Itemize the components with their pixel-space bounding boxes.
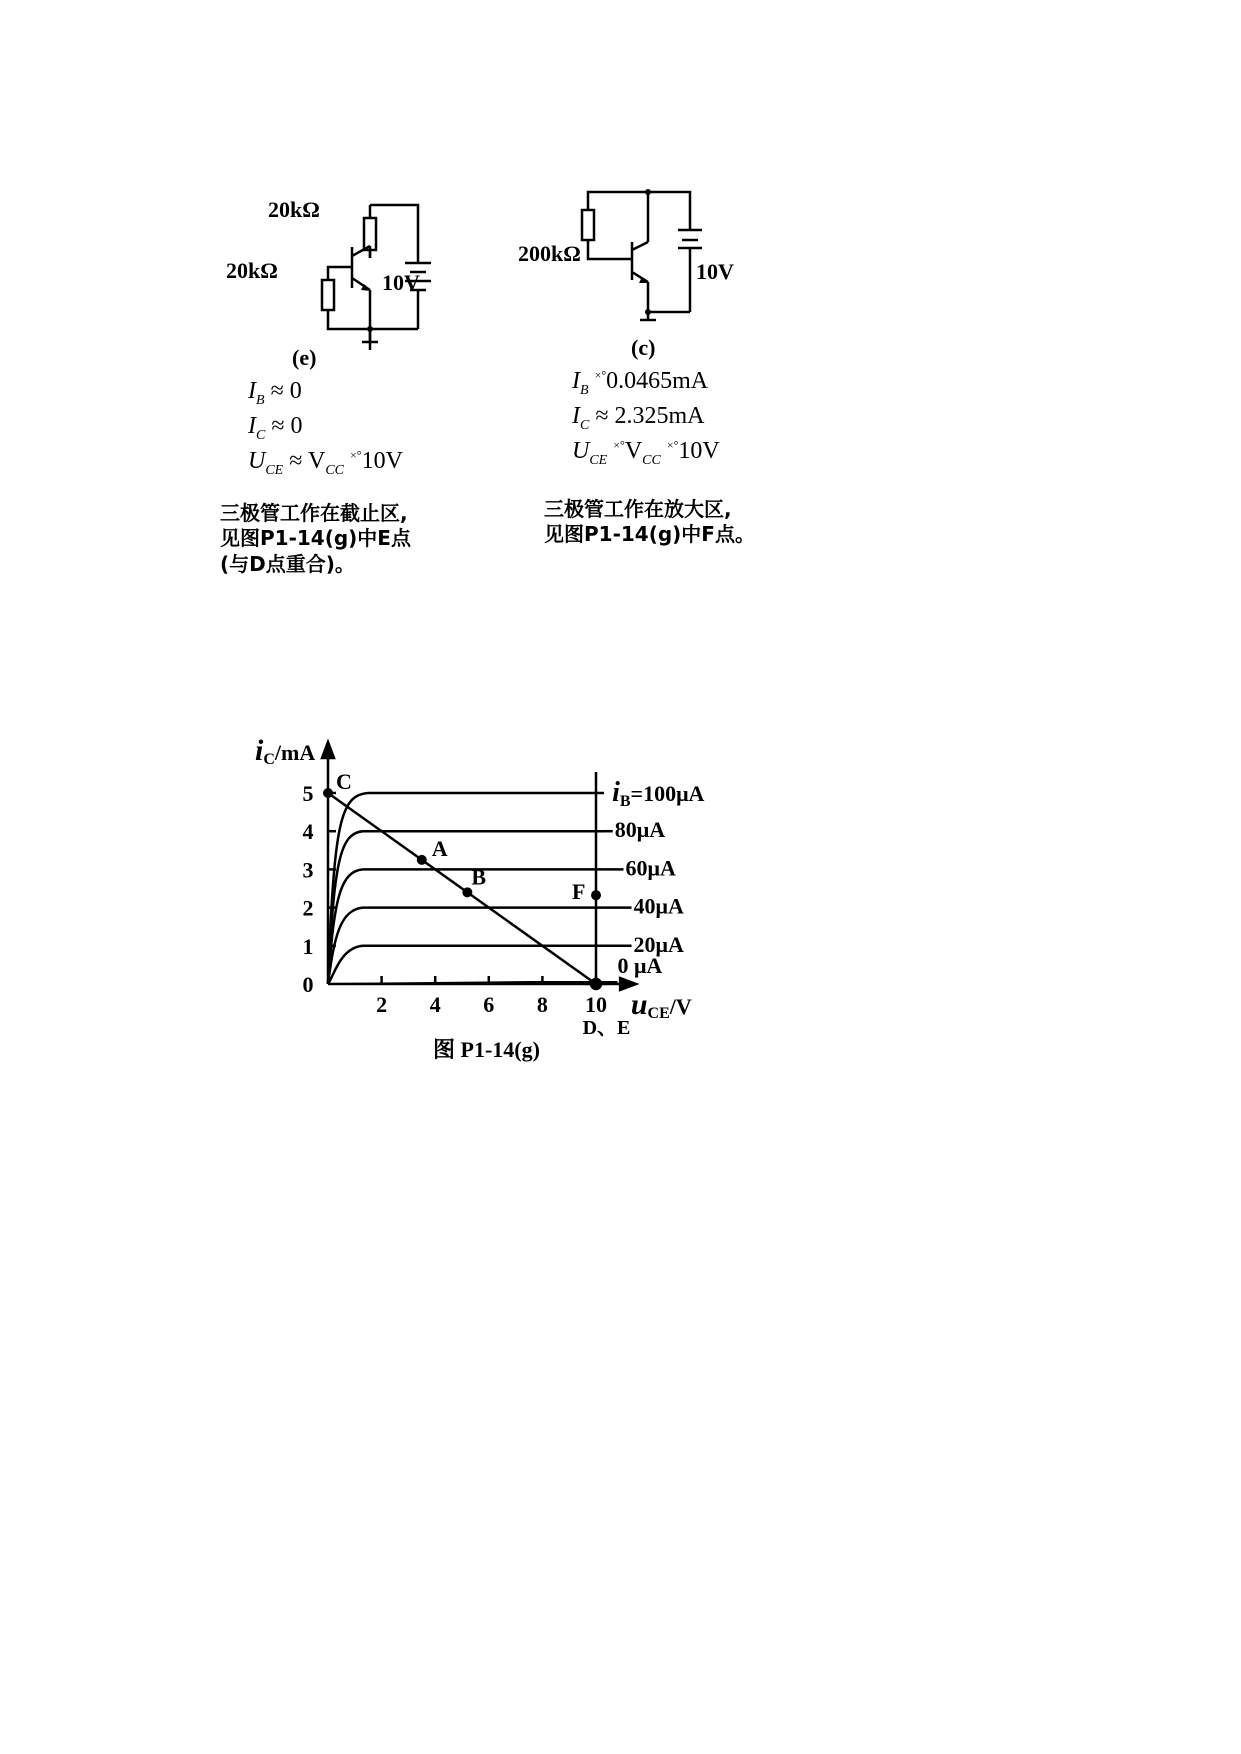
curve-label: 0 μA xyxy=(617,952,663,978)
circuit-c-caption: (c) xyxy=(631,335,656,360)
load-line xyxy=(328,793,596,984)
circuit-e-eq-uce: $U_{CE} \approx V_{CC}$ ×°10V xyxy=(248,448,403,478)
curve-label: 60μA xyxy=(625,855,676,881)
x-axis-label: uCE/V xyxy=(630,988,692,1022)
point-label-b: B xyxy=(471,864,487,890)
y-tick-label: 3 xyxy=(302,857,314,883)
curve-label: 40μA xyxy=(633,893,684,919)
graph-caption: 图 P1-14(g) xyxy=(433,1037,540,1062)
point-d-e xyxy=(591,979,601,989)
circuit-c-note-line1: 三极管工作在放大区, xyxy=(544,497,732,521)
y-axis-label: iC/mA xyxy=(255,734,316,768)
x-tick-label: 4 xyxy=(429,992,441,1017)
point-c xyxy=(323,788,333,798)
curve-60μA xyxy=(328,869,604,984)
circuit-c-r-left-label: 200kΩ xyxy=(518,241,581,266)
output-characteristics-graph xyxy=(230,730,750,1070)
circuit-e-note-line3: (与D点重合)。 xyxy=(220,552,355,576)
x-tick-label: 2 xyxy=(376,992,388,1017)
circuit-e-battery-label: 10V xyxy=(382,270,420,295)
circuit-e-note-line1: 三极管工作在截止区, xyxy=(220,501,408,525)
y-tick-label: 5 xyxy=(302,781,314,806)
x-tick-label: 10 xyxy=(585,992,607,1017)
circuit-c-eq-uce: $U_{CE}$ $^{\times^\circ}V_{CC}$ ×°10V xyxy=(572,438,720,468)
circuit-c-eq-ib: $I_B$ ×°0.0465mA xyxy=(572,368,709,398)
circuit-e-r-top-label: 20kΩ xyxy=(268,197,320,222)
circuit-e-eq-ib: $I_B \approx 0$ xyxy=(248,378,302,408)
point-label-d-e: D、E xyxy=(582,1017,631,1039)
circuit-e-caption: (e) xyxy=(292,345,317,370)
y-tick-label: 4 xyxy=(302,819,314,845)
y-tick-label: 0 xyxy=(302,972,314,997)
point-a xyxy=(417,855,427,865)
circuit-e-eq-ic: $I_C \approx 0$ xyxy=(248,413,303,443)
point-label-c: C xyxy=(336,769,352,794)
y-tick-label: 2 xyxy=(302,895,314,921)
circuit-c-eq-ic: $I_C \approx 2.325mA$ xyxy=(572,403,705,433)
circuit-c-battery-label: 10V xyxy=(696,259,734,284)
circuit-e-note-line2: 见图P1-14(g)中E点 xyxy=(220,526,411,550)
curve-label-ib-100: $i_B=100\mu A$ xyxy=(612,777,705,810)
y-axis-arrow-icon xyxy=(322,742,334,758)
circuit-e-r-left-label: 20kΩ xyxy=(226,258,278,283)
curve-20μA xyxy=(328,946,604,984)
point-label-f: F xyxy=(572,879,586,905)
curve-label: 20μA xyxy=(633,931,684,957)
point-label-a: A xyxy=(431,835,448,861)
curve-label: 80μA xyxy=(614,817,666,843)
y-tick-label: 1 xyxy=(302,933,314,959)
x-tick-label: 6 xyxy=(483,992,495,1017)
circuit-c-note-line2: 见图P1-14(g)中F点。 xyxy=(544,522,755,546)
x-tick-label: 8 xyxy=(536,992,548,1017)
point-f xyxy=(591,890,601,900)
